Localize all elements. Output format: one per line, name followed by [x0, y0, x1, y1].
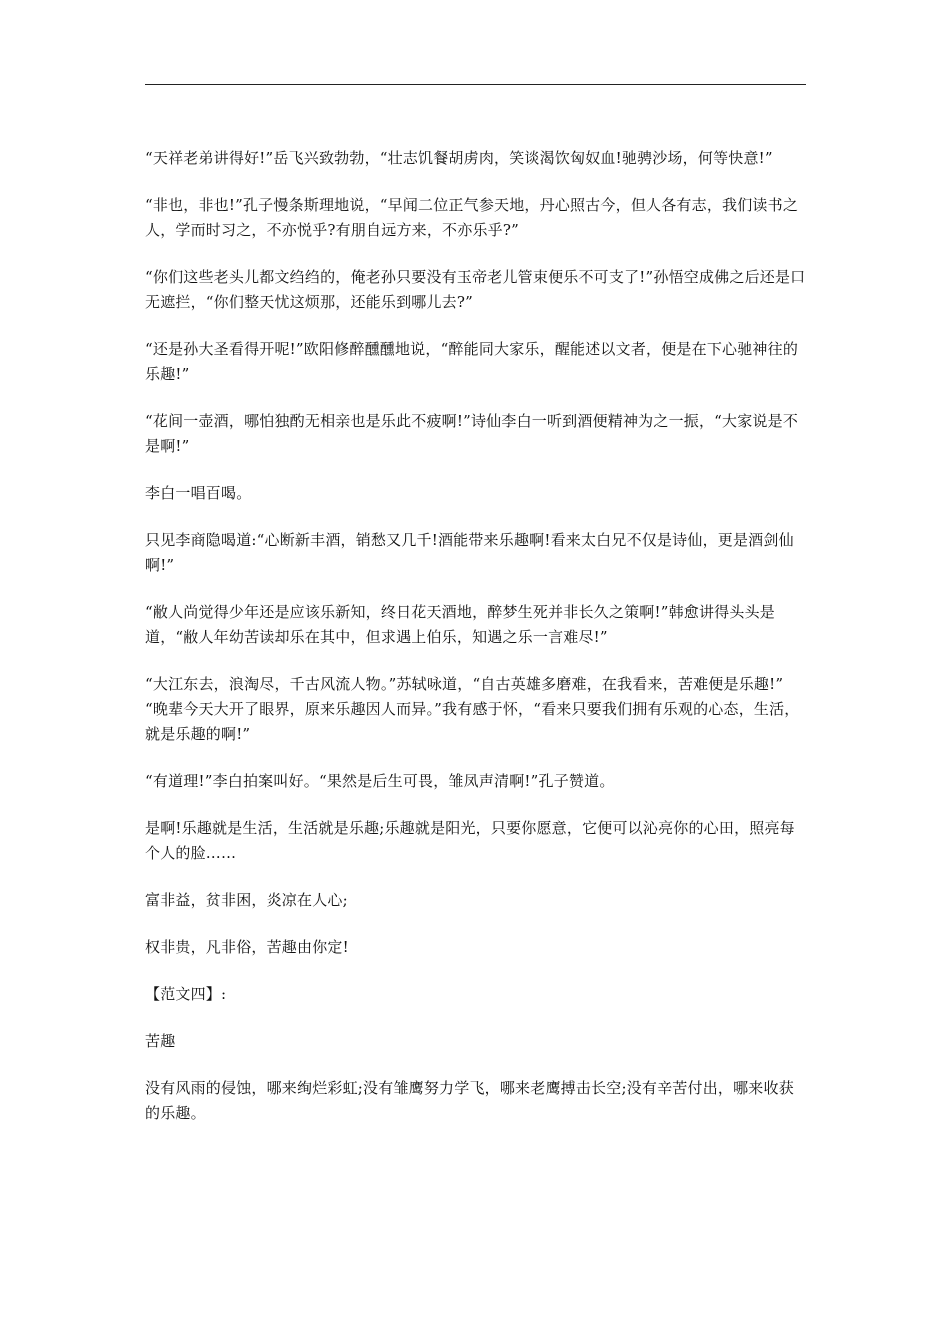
paragraph: “天祥老弟讲得好!”岳飞兴致勃勃，“壮志饥餐胡虏肉，笑谈渴饮匈奴血!驰骋沙场，何等快意!”	[145, 149, 773, 167]
paragraph: 李白一唱百喝。	[145, 484, 252, 502]
paragraph: 是啊!乐趣就是生活，生活就是乐趣;乐趣就是阳光，只要你愿意，它便可以沁亮你的心田，照亮每个人的脸……	[145, 819, 795, 862]
section-heading: 【范文四】:	[145, 985, 227, 1003]
paragraph: “有道理!”李白拍案叫好。“果然是后生可畏，雏凤声清啊!”孔子赞道。	[145, 772, 615, 790]
paragraph: 只见李商隐喝道:“心断新丰酒，销愁又几千!酒能带来乐趣啊!看来太白兄不仅是诗仙，更是酒剑仙啊!”	[145, 531, 794, 574]
paragraph: “大江东去，浪淘尽，千古风流人物。”苏轼咏道，“自古英雄多磨难，在我看来，苦难便是乐趣!”	[145, 675, 784, 693]
paragraph: 富非益，贫非困，炎凉在人心;	[145, 891, 348, 909]
paragraph: “非也，非也!”孔子慢条斯理地说，“早闻二位正气参天地，丹心照古今，但人各有志，我们读书之人，学而时习之，不亦悦乎?有朋自远方来，不亦乐乎?”	[145, 196, 799, 239]
header-rule	[145, 84, 806, 85]
document-body	[145, 146, 807, 1148]
paragraph: 没有风雨的侵蚀，哪来绚烂彩虹;没有雏鹰努力学飞，哪来老鹰搏击长空;没有辛苦付出，哪来收获的乐趣。	[145, 1079, 794, 1122]
paragraph: “晚辈今天大开了眼界，原来乐趣因人而异。”我有感于怀，“看来只要我们拥有乐观的心态，生活，就是乐趣的啊!”	[145, 700, 800, 743]
paragraph: “花间一壶酒，哪怕独酌无相亲也是乐此不疲啊!”诗仙李白一听到酒便精神为之一振，“大家说是不是啊!”	[145, 412, 799, 455]
paragraph: “敝人尚觉得少年还是应该乐新知，终日花天酒地，醉梦生死并非长久之策啊!”韩愈讲得头头是道，“敝人年幼苦读却乐在其中，但求遇上伯乐，知遇之乐一言难尽!”	[145, 603, 775, 646]
paragraph: “你们这些老头儿都文绉绉的，俺老孙只要没有玉帝老儿管束便乐不可支了!”孙悟空成佛之后还是口无遮拦，“你们整天忧这烦那，还能乐到哪儿去?”	[145, 268, 806, 311]
essay-title: 苦趣	[145, 1032, 176, 1050]
paragraph: 权非贵，凡非俗，苦趣由你定!	[145, 938, 349, 956]
paragraph: “还是孙大圣看得开呢!”欧阳修醉醺醺地说，“醉能同大家乐，醒能述以文者，便是在下心驰神往的乐趣!”	[145, 340, 799, 383]
